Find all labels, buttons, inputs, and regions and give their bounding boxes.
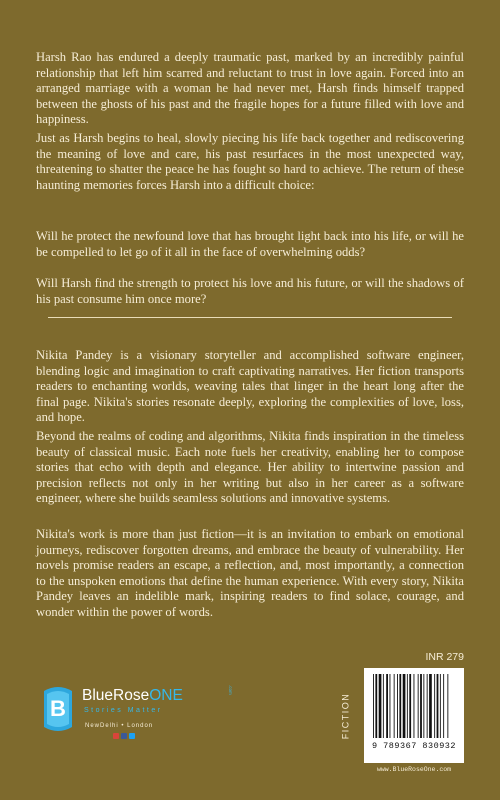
- genre-label: [338, 672, 352, 760]
- publisher-name-part1: BlueRose: [82, 687, 150, 704]
- synopsis-paragraph: Will he protect the newfound love that has brought light back into his life, or will he be compelled to let go of it all in the face of overwhelming odds?: [36, 229, 464, 259]
- publisher-name-part2: ONE: [149, 687, 183, 704]
- synopsis-paragraph: Harsh Rao has endured a deeply traumatic past, marked by an incredibly painful relationship that left him scarred and reluctant to trust in love again. Forced into an arranged marriage with a woman he had never met, Harsh finds himself trapped between the ghosts of his past and the fragile hopes for a future filled with love and happiness.: [36, 50, 464, 127]
- synopsis-paragraph: Will Harsh find the strength to protect his love and his future, or will the shadows of his past consume him once more?: [36, 276, 464, 306]
- publisher-logo-icon: [38, 683, 78, 740]
- publisher-name-suffix: .com: [228, 685, 233, 695]
- author-bio-paragraph: Nikita's work is more than just fiction—it is an invitation to embark on emotional journeys, rediscover forgotten dreams, and embrace the beauty of vulnerability. Her novels promise readers an escape, a reflection, and, most importantly, a connection to the unspoken emotions that define the human experience. With every story, Nikita Pandey leaves an indelible mark, inspiring readers to find solace, courage, and wonder within the power of words.: [36, 527, 464, 619]
- author-bio-paragraph: Nikita Pandey is a visionary storyteller and accomplished software engineer, blending logic and imagination to craft captivating narratives. Her fiction transports readers to enchanting worlds, weaving tales that linger in the heart long after the final page. Nikita's stories resonate deeply, exploring the complexities of love, loss, and hope.: [36, 348, 464, 425]
- synopsis-paragraph: Just as Harsh begins to heal, slowly piecing his life back together and rediscovering the meaning of love and care, his past resurfaces in the most unexpected way, threatening to shatter the peace he has fought so hard to achieve. The return of these haunting memories forces Harsh into a difficult choice:: [36, 131, 464, 192]
- author-bio-paragraph: Beyond the realms of coding and algorithms, Nikita finds inspiration in the timeless beauty of classical music. Each note fuels her creativity, enabling her to compose stories that echo with depth and elegance. Her ability to intertwine passion and precision reflects not only in her writing but also in her career as a software engineer, where she builds seamless solutions and innovative systems.: [36, 429, 464, 506]
- instagram-icon: [113, 733, 119, 739]
- social-icons: [113, 733, 135, 739]
- barcode-bars: [372, 674, 456, 740]
- publisher-logo-letter: B: [50, 696, 66, 721]
- isbn-barcode: [364, 668, 464, 763]
- price-label: INR 279: [425, 651, 464, 663]
- twitter-icon: [129, 733, 135, 739]
- genre-text: FICTION: [340, 692, 350, 740]
- publisher-cities: NewDelhi • London: [85, 723, 154, 729]
- facebook-icon: [121, 733, 127, 739]
- section-divider: [48, 317, 452, 318]
- publisher-website: www.BlueRoseOne.com: [376, 766, 452, 773]
- publisher-name: [82, 685, 233, 705]
- publisher-tagline: Stories Matter: [84, 707, 163, 714]
- isbn-digits: 9 789367 830932: [371, 741, 456, 751]
